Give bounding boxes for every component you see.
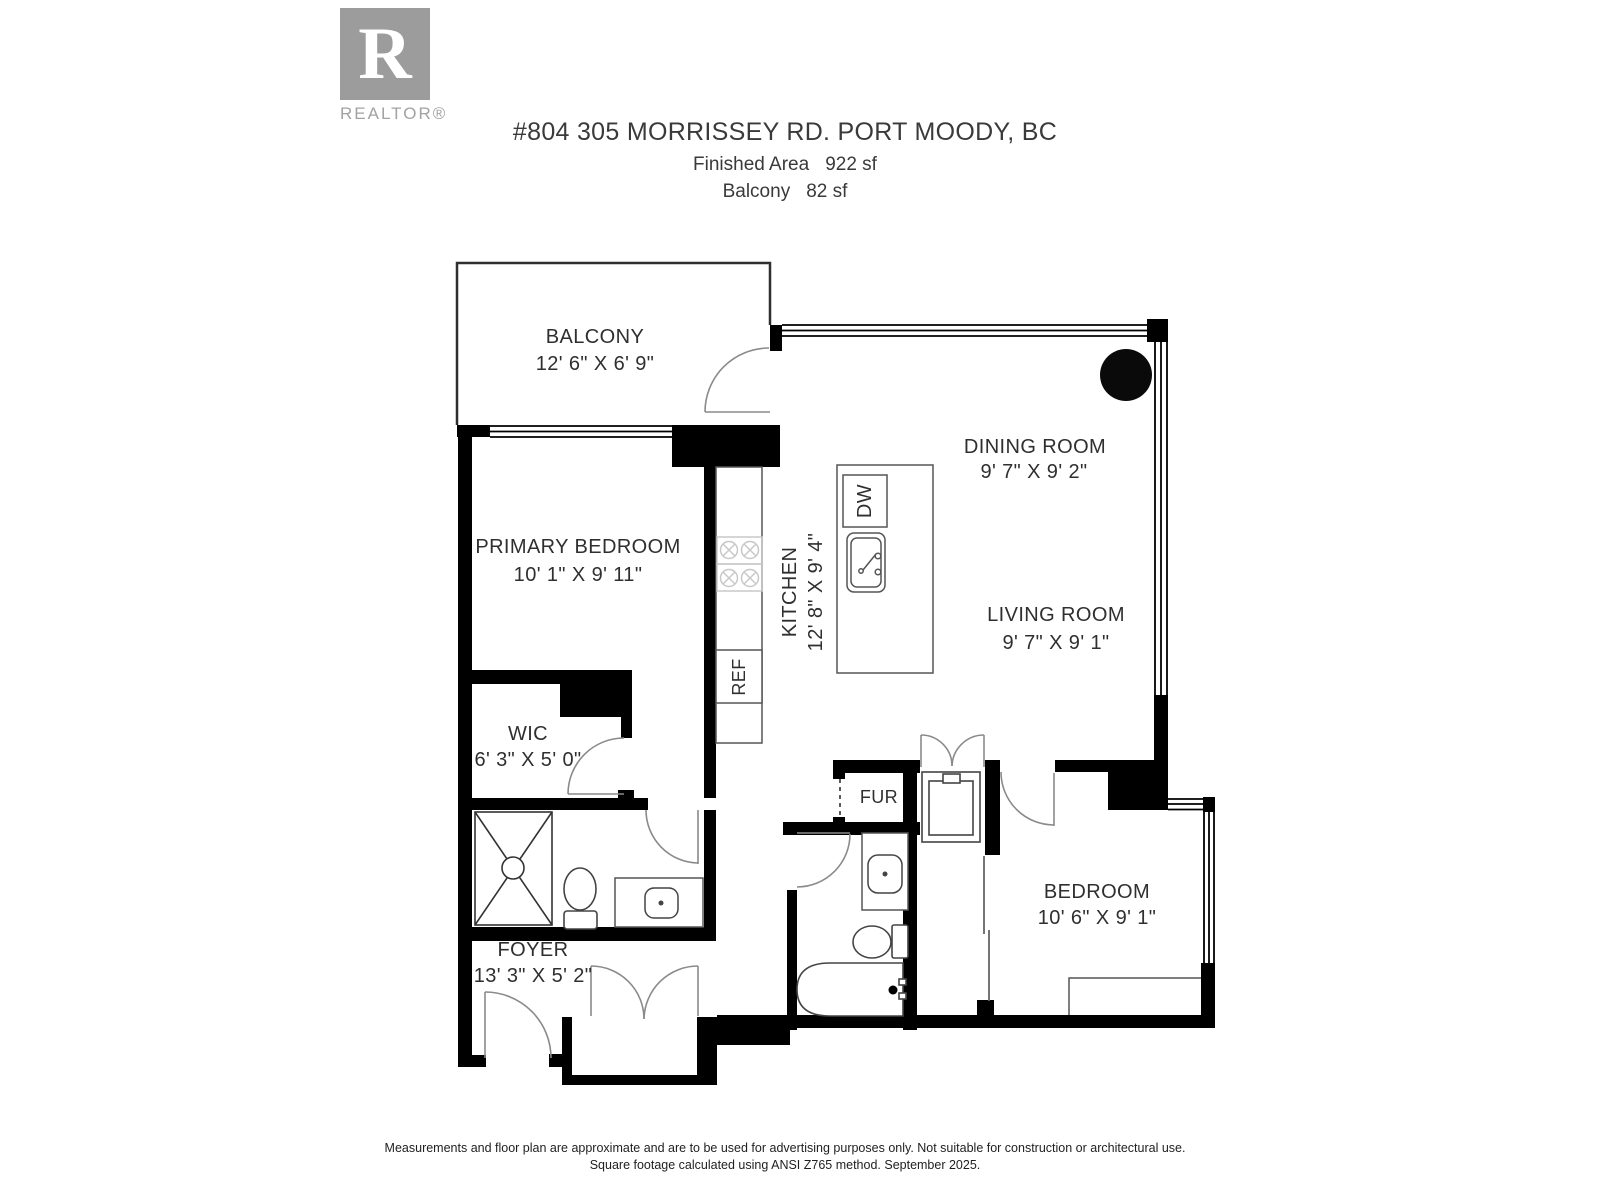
bedroom-closet-outline [1069, 978, 1201, 1015]
room-label-primary-bedroom: PRIMARY BEDROOM [475, 536, 681, 558]
ensuite-fixtures [475, 812, 703, 929]
bedroom-right-window [1204, 812, 1214, 963]
room-label-bedroom: BEDROOM [1043, 881, 1151, 903]
room-dims-foyer: 13' 3" X 5' 2" [473, 965, 593, 987]
room-dims-bedroom: 10' 6" X 9' 1" [1037, 907, 1157, 929]
disclaimer-line2: Square footage calculated using ANSI Z765 method. September 2025. [589, 1158, 981, 1172]
room-label-furnace: FUR [859, 787, 899, 807]
primary-bedroom-window [490, 425, 672, 438]
bathroom-door [797, 833, 850, 887]
finished-area-value: 922 sf [825, 154, 877, 175]
realtor-logo-r: R [358, 13, 412, 95]
foyer-closet-door [485, 992, 551, 1058]
entry-door-right [644, 966, 698, 1019]
ensuite-vanity-icon [615, 878, 703, 927]
label-refrigerator: REF [729, 658, 749, 696]
bedroom-sliding-door [984, 856, 989, 1001]
balcony-area-value: 82 sf [806, 181, 848, 202]
room-label-balcony: BALCONY [545, 326, 645, 348]
washer-dryer-icon [922, 772, 980, 842]
page-title: #804 305 MORRISSEY RD. PORT MOODY, BC [512, 118, 1058, 146]
room-dims-primary-bedroom: 10' 1" X 9' 11" [513, 564, 643, 586]
room-dims-balcony: 12' 6" X 6' 9" [535, 353, 655, 375]
label-dishwasher: DW [854, 483, 876, 519]
bedroom-door [1001, 772, 1054, 826]
living-room-right-window [1154, 342, 1168, 695]
room-dims-wic: 6' 3" X 5' 0" [474, 749, 582, 771]
disclaimer-line1: Measurements and floor plan are approximate and are to be used for advertising purposes only. Not suitable for construction or architectural use. [384, 1141, 1186, 1155]
room-dims-dining: 9' 7" X 9' 2" [980, 461, 1088, 483]
living-dining-top-window [782, 324, 1147, 337]
bathroom-fixtures [797, 833, 908, 1016]
entry-door-left [591, 966, 644, 1019]
room-label-wic: WIC [507, 723, 549, 745]
shower-icon [475, 812, 552, 925]
bedroom-top-window [1168, 799, 1203, 810]
ensuite-door [646, 810, 698, 864]
room-label-kitchen: KITCHEN [779, 546, 801, 638]
bathroom-vanity-icon [862, 833, 908, 910]
room-label-foyer: FOYER [497, 939, 569, 961]
balcony-area-label: Balcony [722, 181, 791, 202]
room-dims-living: 9' 7" X 9' 1" [1002, 632, 1110, 654]
laundry-closet-door-right [952, 735, 984, 767]
balcony-door [705, 348, 770, 412]
ensuite-toilet-icon [564, 868, 597, 929]
column [1100, 349, 1152, 401]
room-dims-kitchen: 12' 8" X 9' 4" [805, 532, 827, 652]
laundry-closet-door-left [921, 735, 952, 767]
room-label-living: LIVING ROOM [987, 604, 1125, 626]
bathtub-icon [797, 963, 906, 1016]
room-label-dining: DINING ROOM [963, 436, 1107, 458]
bathroom-toilet-icon [853, 925, 908, 958]
realtor-logo-label: REALTOR® [340, 104, 448, 123]
finished-area-label: Finished Area [693, 154, 810, 175]
